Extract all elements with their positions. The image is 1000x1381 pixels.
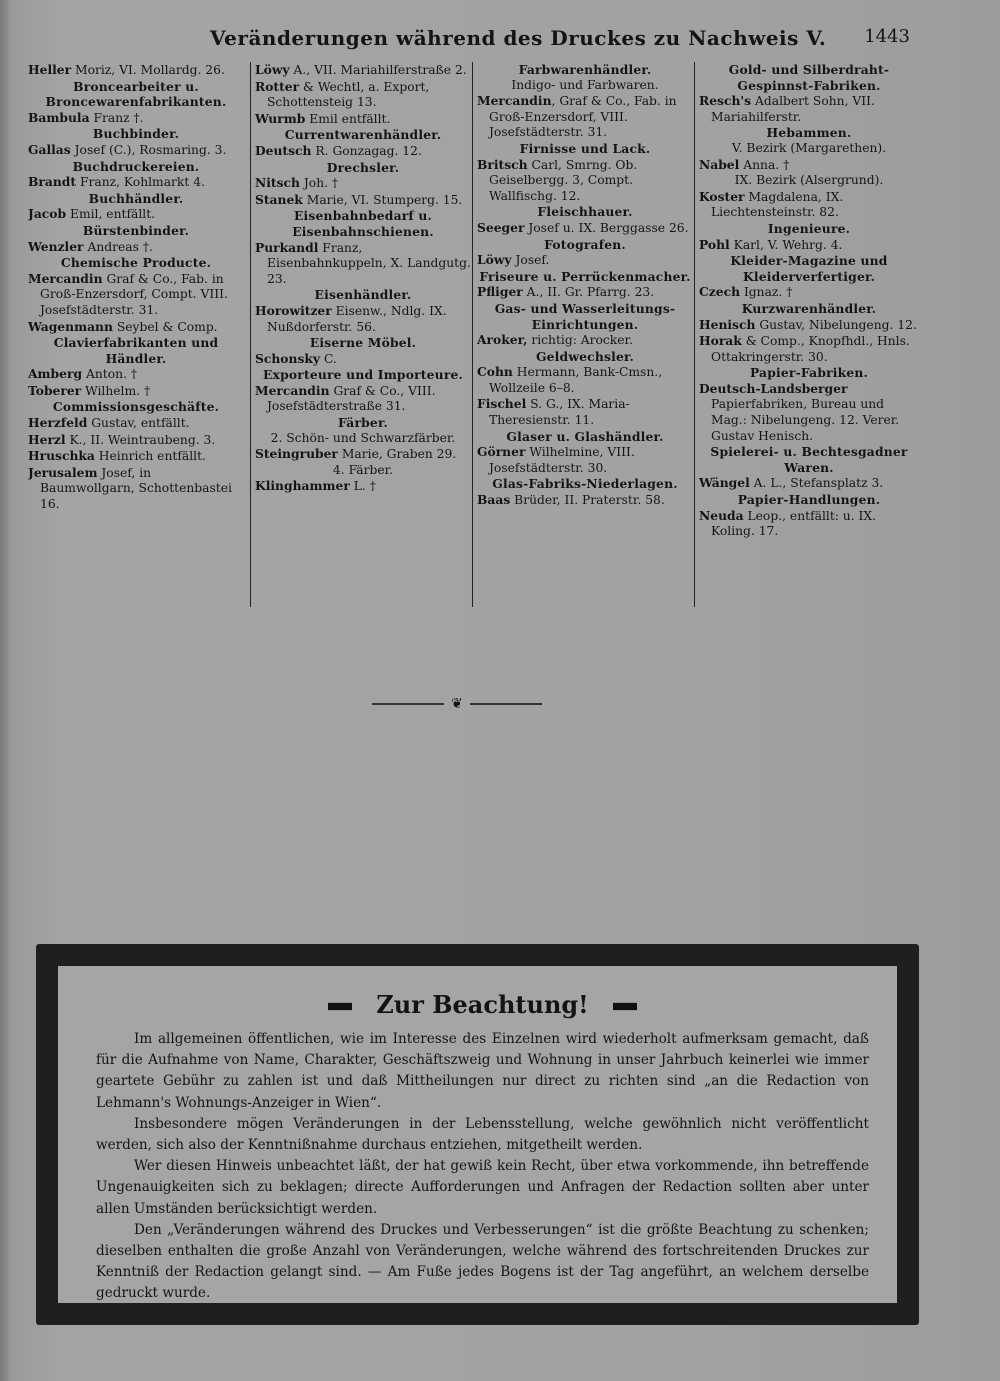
directory-entry: [699, 475, 919, 492]
page-title: Veränderungen während des Druckes zu Nachweis V.: [210, 26, 827, 50]
directory-entry: [28, 448, 244, 465]
entry-details: Marie, VI. Stumperg. 15.: [302, 192, 463, 207]
entry-details: Emil entfällt.: [305, 111, 391, 126]
entry-details: Graf & Co., VIII. Josefstädterstraße 31.: [267, 383, 436, 414]
entry-details: Emil, entfällt.: [66, 207, 156, 222]
entry-name: Brandt: [28, 174, 77, 190]
entry-name: Mercandin: [255, 382, 330, 398]
category-heading: Firnisse und Lack.: [519, 140, 651, 156]
notice-paragraph: Wer diesen Hinweis unbeachtet läßt, der hat gewiß kein Recht, über etwa vorkommende, ihn betreffende Ungenauigkeiten sich zu beklagen; directe Aufforderungen und Anfragen der Redaction sollten aber unter allen Umständen berücksichtigt werden.: [96, 1158, 869, 1217]
entry-details: Josef (C.), Rosmaring. 3.: [70, 142, 227, 157]
directory-entry: [255, 240, 471, 288]
entry-details: A., VII. Mariahilferstraße 2.: [289, 63, 467, 77]
entry-name: Seeger: [477, 219, 525, 235]
entry-details: Josef.: [511, 253, 550, 268]
entry-name: Toberer: [28, 382, 82, 398]
entry-details: A., II. Gr. Pfarrg. 23.: [522, 285, 655, 300]
entry-name: Baas: [477, 492, 511, 508]
category-heading: Glaser u. Glashändler.: [506, 428, 664, 444]
entry-details: Wilhelmine, VIII. Josefstädterstr. 30.: [489, 445, 635, 475]
category-heading: Friseure u. Perrückenmacher.: [479, 268, 691, 284]
directory-entry: [28, 142, 244, 159]
entry-details: K., II. Weintraubeng. 3.: [65, 432, 216, 447]
entry-details: Magdalena, IX. Liechtensteinstr. 82.: [711, 189, 844, 220]
directory-entry: [699, 93, 919, 125]
ornament-glyph-icon: ❦: [451, 696, 463, 712]
category-heading: Commissionsgeschäfte.: [52, 399, 220, 415]
category-heading: Chemische Producte.: [60, 255, 212, 271]
category-heading: Buchdruckereien.: [72, 158, 200, 174]
notice-paragraph: Im allgemeinen öffentlichen, wie im Interesse des Einzelnen wird wiederholt aufmerksam gemacht, daß für die Aufnahme von Name, Charakter, Geschäftszweig und Wohnung in unser Jahrbuch keinerlei wie immer geartete Gebühr zu zahlen ist und daß Mittheilungen nur direct zu richten sind „an die Redaction von Lehmann's Wohnungs-Anzeiger in Wien“.: [96, 1031, 869, 1111]
category-heading: Eisenhändler.: [314, 287, 412, 303]
entry-name: Fischel: [477, 396, 527, 412]
directory-entry: [28, 432, 244, 449]
directory-columns: [28, 62, 918, 607]
category-heading: Gas- und Wasserleitungs-Einrichtungen.: [494, 300, 676, 332]
entry-details: Marie, Graben 29.: [337, 447, 457, 462]
entry-details: Josef u. IX. Berggasse 26.: [524, 220, 689, 235]
column-4: [694, 62, 919, 607]
section-ornament: [372, 697, 542, 711]
directory-entry: [28, 366, 244, 383]
entry-name: Rotter: [255, 78, 300, 94]
entry-details: Papierfabriken, Bureau und Mag.: Nibelungeng. 12. Verer. Gustav Henisch.: [711, 397, 900, 443]
entry-details: & Comp., Knopfhdl., Hnls. Ottakringerstr. 30.: [711, 334, 910, 364]
entry-details: Franz, Kohlmarkt 4.: [76, 175, 205, 190]
entry-name: Herzfeld: [28, 415, 88, 431]
directory-entry: [477, 332, 693, 349]
entry-details: Ignaz. †: [740, 285, 793, 300]
directory-entry: [28, 465, 244, 513]
entry-name: Bambula: [28, 109, 90, 125]
entry-name: Görner: [477, 444, 526, 460]
category-heading: Hebammen.: [766, 125, 852, 141]
category-heading: Eisenbahnbedarf u. Eisenbahnschienen.: [292, 208, 434, 239]
subcategory-line: Indigo- und Farbwaren.: [511, 77, 659, 92]
entry-name: Jerusalem: [28, 464, 98, 480]
entry-name: Cohn: [477, 364, 513, 380]
entry-details: Josef, in Baumwollgarn, Schottenbastei 16.: [40, 465, 232, 512]
entry-name: Resch's: [699, 93, 752, 109]
notice-content: [58, 966, 897, 1303]
column-2: [250, 62, 471, 607]
entry-details: Wilhelm. †: [81, 383, 151, 398]
entry-details: Moriz, VI. Mollardg. 26.: [71, 63, 225, 77]
entry-details: Franz, Eisenbahnkuppeln, X. Landgutg. 23.: [267, 240, 471, 286]
entry-name: Deutsch: [255, 142, 312, 158]
entry-details: Anna. †: [739, 157, 790, 172]
notice-title-text: Zur Beachtung!: [376, 990, 589, 1019]
category-heading: Färber.: [338, 415, 388, 431]
entry-details: , Graf & Co., Fab. in Groß-Enzersdorf, VIII. Josefstädterstr. 31.: [489, 94, 677, 140]
entry-details: & Wechtl, a. Export, Schottensteig 13.: [267, 79, 430, 110]
category-heading: Farbwarenhändler.: [518, 62, 652, 77]
entry-details: Heinrich entfällt.: [94, 449, 206, 464]
directory-entry: [699, 237, 919, 254]
subcategory-line: 2. Schön- und Schwarzfärber.: [270, 430, 456, 445]
directory-entry: [699, 508, 919, 540]
category-heading: Kurzwarenhändler.: [741, 300, 877, 316]
category-heading: Currentwarenhändler.: [284, 127, 442, 143]
entry-name: Jacob: [28, 206, 67, 222]
directory-entry: [28, 271, 244, 319]
directory-entry: [477, 284, 693, 301]
page-number: 1443: [864, 26, 910, 47]
entry-details: S. G., IX. Maria-Theresienstr. 11.: [489, 397, 630, 428]
column-3: [472, 62, 693, 607]
directory-entry: [699, 284, 919, 301]
directory-entry: [255, 351, 471, 368]
entry-name: Schonsky: [255, 350, 321, 366]
directory-entry: [28, 415, 244, 432]
pointing-hand-icon: [328, 1001, 368, 1013]
entry-name: Nabel: [699, 156, 740, 172]
category-heading: Exporteure und Importeure.: [262, 367, 464, 383]
directory-entry: [28, 110, 244, 127]
directory-entry: [255, 175, 471, 192]
entry-name: Wängel: [699, 475, 750, 491]
entry-details: Karl, V. Wehrg. 4.: [729, 237, 843, 252]
category-heading: Eiserne Möbel.: [309, 335, 417, 351]
directory-entry: [28, 206, 244, 223]
directory-entry: [699, 381, 919, 444]
entry-name: Henisch: [699, 316, 756, 332]
entry-name: Pohl: [699, 236, 730, 252]
entry-name: Herzl: [28, 431, 66, 447]
subcategory-line: IX. Bezirk (Alsergrund).: [734, 173, 884, 188]
entry-details: Gustav, entfällt.: [87, 416, 190, 431]
entry-name: Hruschka: [28, 448, 95, 464]
entry-name: Heller: [28, 62, 72, 77]
entry-name: Nitsch: [255, 175, 300, 191]
directory-entry: [255, 143, 471, 160]
entry-name: Purkandl: [255, 239, 319, 255]
directory-entry: [477, 492, 693, 509]
directory-entry: [255, 478, 471, 495]
entry-details: Carl, Smrng. Ob. Geiselbergg. 3, Compt. Wallfischg. 12.: [489, 157, 638, 203]
category-heading: Papier-Fabriken.: [749, 365, 869, 381]
directory-entry: [28, 319, 244, 336]
category-heading: Spielerei- u. Bechtesgadner Waren.: [710, 444, 908, 475]
category-heading: Fleischhauer.: [537, 204, 633, 220]
subcategory-line: V. Bezirk (Margarethen).: [731, 140, 887, 155]
directory-entry: [477, 93, 693, 141]
directory-entry: [28, 383, 244, 400]
entry-details: Eisenw., Ndlg. IX. Nußdorferstr. 56.: [267, 303, 447, 334]
notice-box: [36, 944, 919, 1325]
entry-name: Löwy: [255, 62, 290, 77]
entry-details: R. Gonzagag. 12.: [311, 143, 422, 158]
directory-entry: [477, 252, 693, 269]
entry-details: richtig: Arocker.: [527, 333, 633, 348]
entry-name: Stanek: [255, 191, 303, 207]
entry-details: Gustav, Nibelungeng. 12.: [755, 317, 917, 332]
pointing-hand-icon: [597, 1001, 637, 1013]
entry-name: Klinghammer: [255, 478, 350, 494]
directory-entry: [477, 444, 693, 476]
category-heading: Kleider-Magazine und Kleiderverfertiger.: [730, 253, 888, 284]
entry-name: Koster: [699, 188, 745, 204]
category-heading: Fotografen.: [544, 236, 626, 252]
directory-entry: [28, 239, 244, 256]
entry-details: Andreas †.: [83, 239, 153, 254]
directory-entry: [255, 79, 471, 111]
directory-entry: [477, 157, 693, 205]
category-heading: Clavierfabrikanten und Händler.: [53, 335, 219, 366]
category-heading: Buchbinder.: [92, 126, 180, 142]
entry-details: Hermann, Bank-Cmsn., Wollzeile 6–8.: [489, 365, 663, 395]
entry-name: Amberg: [28, 366, 83, 382]
directory-entry: [255, 383, 471, 415]
entry-name: Wagenmann: [28, 318, 113, 334]
entry-name: Czech: [699, 284, 741, 300]
directory-entry: [699, 189, 919, 221]
directory-entry: [28, 174, 244, 191]
entry-details: Anton. †: [82, 367, 138, 382]
category-heading: Ingenieure.: [767, 220, 851, 236]
notice-title: [96, 990, 869, 1019]
directory-entry: [477, 396, 693, 428]
entry-name: Wenzler: [28, 238, 84, 254]
category-heading: Papier-Handlungen.: [737, 492, 881, 508]
directory-entry: [699, 333, 919, 365]
entry-details: Leop., entfällt: u. IX. Koling. 17.: [711, 508, 877, 539]
entry-name: Neuda: [699, 507, 744, 523]
entry-name: Mercandin: [28, 270, 103, 286]
category-heading: Geldwechsler.: [535, 348, 635, 364]
directory-entry: [477, 220, 693, 237]
category-heading: Broncearbeiter u. Broncewarenfabrikanten.: [45, 78, 227, 110]
entry-details: Adalbert Sohn, VII. Mariahilferstr.: [711, 94, 875, 124]
entry-details: A. L., Stefansplatz 3.: [749, 476, 884, 491]
entry-name: Horowitzer: [255, 302, 332, 318]
entry-details: L. †: [349, 479, 376, 494]
directory-entry: [477, 364, 693, 396]
entry-name: Horak: [699, 333, 742, 349]
entry-name: Britsch: [477, 156, 528, 172]
category-heading: Drechsler.: [326, 159, 400, 175]
directory-entry: [699, 157, 919, 174]
entry-name: Steingruber: [255, 446, 338, 462]
notice-paragraph: Insbesondere mögen Veränderungen in der Lebensstellung, welche gewöhnlich nicht veröffentlicht werden, sich also der Kenntnißnahme durchaus entziehen, mitgetheilt werden.: [96, 1115, 869, 1154]
entry-details: Joh. †: [299, 176, 339, 191]
directory-entry: [255, 446, 471, 463]
column-1: [28, 62, 248, 607]
category-heading: Bürstenbinder.: [82, 222, 190, 238]
directory-entry: [699, 317, 919, 334]
entry-details: C.: [320, 351, 337, 366]
directory-entry: [255, 192, 471, 209]
entry-name: Deutsch-Landsberger: [699, 380, 848, 396]
category-heading: Gold- und Silberdraht-Gespinnst-Fabriken.: [728, 62, 890, 93]
category-heading: Buchhändler.: [88, 190, 184, 206]
entry-name: Aroker,: [477, 332, 528, 348]
entry-details: Brüder, II. Praterstr. 58.: [510, 493, 665, 508]
entry-name: Gallas: [28, 141, 71, 157]
entry-details: Graf & Co., Fab. in Groß-Enzersdorf, Compt. VIII. Josefstädterstr. 31.: [40, 271, 228, 317]
directory-entry: [255, 62, 471, 79]
entry-name: Mercandin: [477, 93, 552, 109]
entry-details: Seybel & Comp.: [112, 319, 218, 334]
notice-paragraph: Den „Veränderungen während des Druckes und Verbesserungen“ ist die größte Beachtung zu schenken; dieselben enthalten die große Anzahl von Veränderungen, welche während des fortschreitenden Druckes zur Kenntniß der Redaction gelangt sind. — Am Fuße jedes Bogens ist der Tag angeführt, an welchem derselbe gedruckt wurde.: [96, 1221, 869, 1302]
entry-name: Wurmb: [255, 110, 306, 126]
entry-details: Franz †.: [89, 110, 144, 125]
entry-name: Löwy: [477, 252, 512, 268]
entry-name: Pfliger: [477, 284, 523, 300]
directory-entry: [255, 111, 471, 128]
category-heading: Glas-Fabriks-Niederlagen.: [492, 476, 678, 492]
directory-entry: [255, 303, 471, 335]
subcategory-line: 4. Färber.: [332, 462, 394, 477]
page-header: [210, 26, 910, 54]
directory-entry: [28, 62, 244, 79]
